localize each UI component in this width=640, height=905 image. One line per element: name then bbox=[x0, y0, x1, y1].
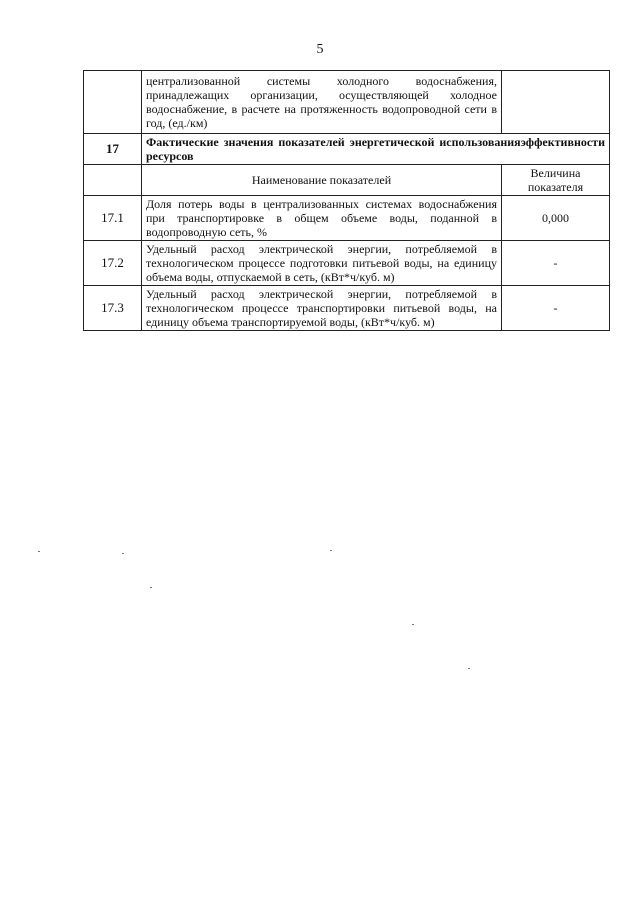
row-number: 17.2 bbox=[84, 241, 142, 286]
row-number: 17.1 bbox=[84, 196, 142, 241]
header-number-cell bbox=[84, 165, 142, 196]
indicators-table bbox=[83, 70, 610, 331]
scan-speck bbox=[330, 550, 332, 551]
section-title bbox=[142, 134, 610, 165]
section-title-right: эффективности bbox=[520, 135, 605, 149]
table-row-continuation bbox=[84, 71, 610, 134]
table-row bbox=[84, 241, 610, 286]
row-value-cell bbox=[502, 71, 610, 134]
section-title-left: Фактические значения показателей энергетической использования ресурсов bbox=[146, 135, 521, 163]
row-name: Удельный расход электрической энергии, потребляемой в технологическом процессе транспортировки питьевой воды, на единицу объема транспортируемой воды, (кВт*ч/куб. м) bbox=[142, 286, 502, 331]
table-row bbox=[84, 286, 610, 331]
header-name: Наименование показателей bbox=[142, 165, 502, 196]
scan-speck bbox=[412, 624, 414, 625]
row-name: Удельный расход электрической энергии, потребляемой в технологическом процессе подготовки питьевой воды, на единицу объема воды, отпускаемой в сеть, (кВт*ч/куб. м) bbox=[142, 241, 502, 286]
table-row bbox=[84, 196, 610, 241]
row-value: - bbox=[502, 286, 610, 331]
row-number: 17.3 bbox=[84, 286, 142, 331]
row-number-cell bbox=[84, 71, 142, 134]
scan-speck bbox=[468, 668, 470, 669]
scan-speck bbox=[122, 553, 124, 554]
row-value: - bbox=[502, 241, 610, 286]
table-header-row bbox=[84, 165, 610, 196]
header-value: Величина показателя bbox=[502, 165, 610, 196]
scan-speck bbox=[150, 587, 152, 588]
row-name-cell: централизованной системы холодного водоснабжения, принадлежащих организации, осуществляющей холодное водоснабжение, в расчете на протяженность водопроводной сети в год, (ед./км) bbox=[142, 71, 502, 134]
scan-speck bbox=[38, 551, 40, 552]
section-number: 17 bbox=[84, 134, 142, 165]
row-name: Доля потерь воды в централизованных системах водоснабжения при транспортировке в общем объеме воды, поданной в водопроводную сеть, % bbox=[142, 196, 502, 241]
row-value: 0,000 bbox=[502, 196, 610, 241]
section-row bbox=[84, 134, 610, 165]
page-number: 5 bbox=[316, 42, 324, 57]
